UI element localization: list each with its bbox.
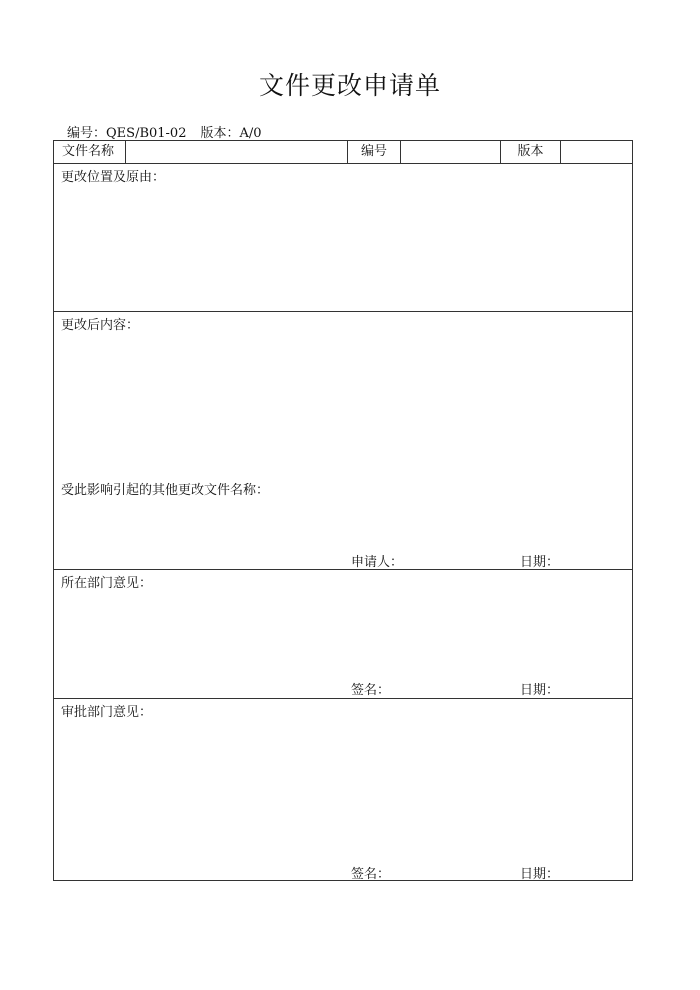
affected-files-label: 受此影响引起的其他更改文件名称： <box>61 483 270 498</box>
change-request-form <box>53 140 633 881</box>
applicant-label: 申请人： <box>351 555 404 570</box>
number-field[interactable] <box>401 141 500 163</box>
change-reason-label: 更改位置及原由： <box>61 170 166 185</box>
number-label: 编号 <box>360 144 387 159</box>
date-label: 日期： <box>520 867 560 882</box>
version-label: 版本 <box>517 144 544 159</box>
change-content-section[interactable] <box>54 312 632 570</box>
approval-opinion-label: 审批部门意见： <box>61 705 153 720</box>
form-title: 文件更改申请单 <box>258 71 441 100</box>
change-content-label: 更改后内容： <box>61 318 140 333</box>
file-name-label: 文件名称 <box>62 144 115 159</box>
doc-number-value: QES/B01-02 <box>106 126 187 141</box>
doc-version-label: 版本： <box>200 126 240 141</box>
date-label: 日期： <box>520 683 560 698</box>
version-field[interactable] <box>561 141 632 163</box>
sign-label: 签名： <box>351 867 391 882</box>
sign-label: 签名： <box>351 683 391 698</box>
doc-version-value: A/0 <box>239 126 262 141</box>
header-row <box>54 141 632 164</box>
date-label: 日期： <box>520 555 560 570</box>
dept-opinion-label: 所在部门意见： <box>61 576 153 591</box>
doc-number-label: 编号： <box>67 126 107 141</box>
change-reason-section[interactable] <box>54 164 632 312</box>
approval-opinion-section[interactable] <box>54 699 632 880</box>
document-info <box>67 122 262 141</box>
dept-opinion-section[interactable] <box>54 570 632 699</box>
file-name-field[interactable] <box>126 141 348 163</box>
